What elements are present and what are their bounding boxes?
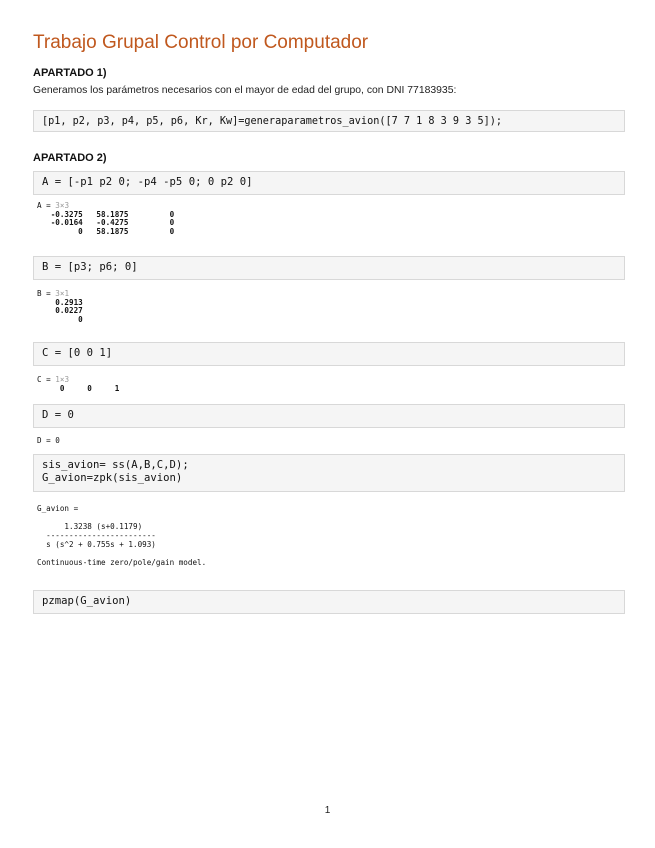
output-dimensions: 3×3: [55, 201, 70, 210]
tf-numerator: 1.3238 (s+0.1179): [37, 522, 143, 531]
output-dimensions: 1×3: [55, 375, 70, 384]
matrix-row: 0 58.1875 0: [37, 226, 175, 236]
matrix-row: 0 0 1: [37, 383, 120, 393]
code-block-matrix-c[interactable]: C = [0 0 1]: [33, 342, 625, 366]
matrix-row: -0.3275 58.1875 0: [37, 209, 175, 219]
output-matrix-b: [37, 290, 83, 324]
code-block-matrix-b[interactable]: B = [p3; p6; 0]: [33, 256, 625, 280]
tf-denominator: s (s^2 + 0.755s + 1.093): [37, 540, 156, 549]
output-var-name: G_avion =: [37, 504, 79, 513]
matrix-row: -0.0164 -0.4275 0: [37, 218, 175, 228]
code-block-generaparametros[interactable]: [p1, p2, p3, p4, p5, p6, Kr, Kw]=generaparametros_avion([7 7 1 8 3 9 3 5]);: [33, 110, 625, 132]
code-block-matrix-a[interactable]: A = [-p1 p2 0; -p4 -p5 0; 0 p2 0]: [33, 171, 625, 195]
output-matrix-d: D = 0: [37, 436, 60, 445]
output-transfer-function: [37, 504, 206, 567]
output-matrix-a: [37, 202, 174, 236]
page-title: Trabajo Grupal Control por Computador: [33, 32, 369, 53]
page-number: 1: [324, 805, 331, 816]
code-block-pzmap[interactable]: pzmap(G_avion): [33, 590, 625, 614]
code-block-matrix-d[interactable]: D = 0: [33, 404, 625, 428]
matrix-row: 0: [37, 314, 83, 324]
code-block-state-space[interactable]: sis_avion= ss(A,B,C,D); G_avion=zpk(sis_avion): [33, 454, 625, 492]
output-matrix-c: [37, 376, 119, 393]
matrix-row: 0.2913: [37, 297, 83, 307]
output-var-name: B =: [37, 289, 56, 298]
section-heading-apartado-2: APARTADO 2): [33, 152, 107, 164]
section-heading-apartado-1: APARTADO 1): [33, 67, 107, 79]
output-dimensions: 3×1: [55, 289, 70, 298]
model-note: Continuous-time zero/pole/gain model.: [37, 558, 207, 567]
intro-paragraph: Generamos los parámetros necesarios con el mayor de edad del grupo, con DNI 77183935:: [33, 85, 457, 96]
output-var-name: A =: [37, 201, 56, 210]
output-var-name: C =: [37, 375, 56, 384]
tf-fraction-bar: ------------------------: [37, 531, 156, 540]
matrix-row: 0.0227: [37, 306, 83, 316]
